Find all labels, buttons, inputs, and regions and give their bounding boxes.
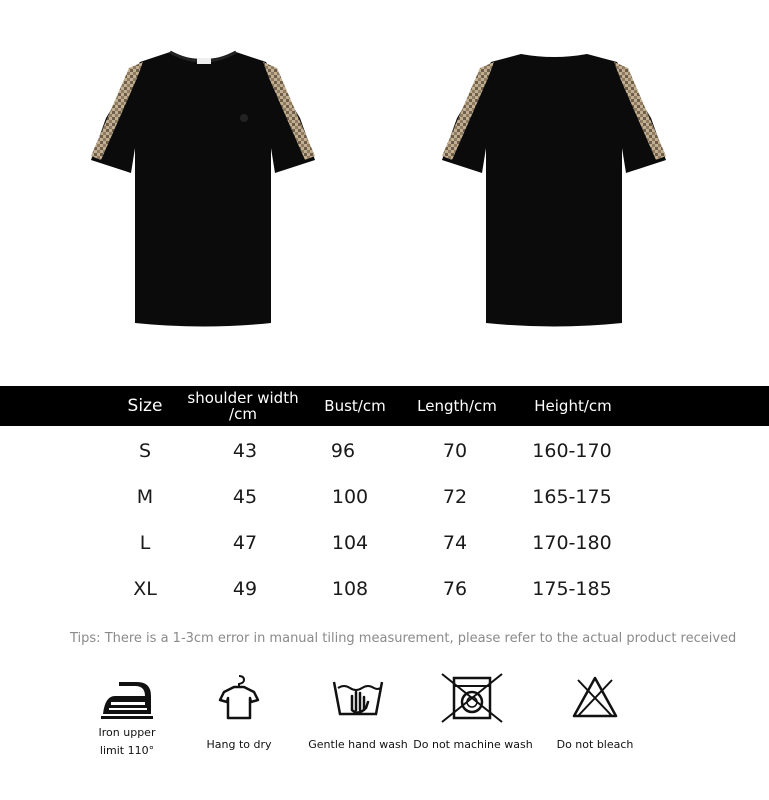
hand-wash-icon [330,672,386,722]
care-item-no-bleach [530,672,660,754]
tshirt-back-image [436,48,672,333]
cell-height: 170-180 [532,532,612,554]
cell-bust: 104 [331,532,369,554]
cell-size: M [136,486,154,508]
cell-length: 72 [442,486,468,508]
cell-height: 165-175 [532,486,612,508]
cell-shoulder: 43 [232,440,258,462]
care-item-no-machine-wash [408,672,538,754]
cell-bust: 100 [331,486,369,508]
care-label: Gentle hand wash [308,738,408,751]
table-row [0,474,769,520]
care-item-iron [62,672,192,760]
table-row [0,520,769,566]
table-header-row [0,386,769,426]
cell-shoulder: 49 [232,578,258,600]
care-label: Iron upper limit 110° [98,726,156,757]
header-height: Height/cm [534,396,612,415]
measurement-tip: Tips: There is a 1-3cm error in manual tiling measurement, please refer to the actual product received [70,631,737,646]
care-label: Do not machine wash [413,738,533,751]
care-label: Hang to dry [206,738,272,751]
cell-length: 70 [442,440,468,462]
size-chart-table [0,386,769,612]
care-item-hand-wash [293,672,423,754]
cell-bust: 96 [330,440,356,462]
cell-size: S [138,440,152,462]
table-row [0,428,769,474]
cell-length: 74 [442,532,468,554]
header-size: Size [127,395,163,416]
care-label: Do not bleach [556,738,634,751]
header-bust: Bust/cm [324,396,386,415]
tshirt-front-image [85,48,321,333]
care-item-hang [174,672,304,754]
no-bleach-icon [570,672,620,722]
cell-shoulder: 47 [232,532,258,554]
table-row [0,566,769,612]
cell-height: 160-170 [532,440,612,462]
cell-size: L [139,532,151,554]
hanger-shirt-icon [214,672,264,722]
cell-height: 175-185 [532,578,612,600]
header-shoulder-width: shoulder width /cm [187,389,299,423]
cell-length: 76 [442,578,468,600]
iron-icon [97,672,157,722]
cell-bust: 108 [331,578,369,600]
cell-size: XL [133,578,157,600]
no-machine-wash-icon [438,672,508,724]
cell-shoulder: 45 [232,486,258,508]
header-length: Length/cm [417,396,497,415]
